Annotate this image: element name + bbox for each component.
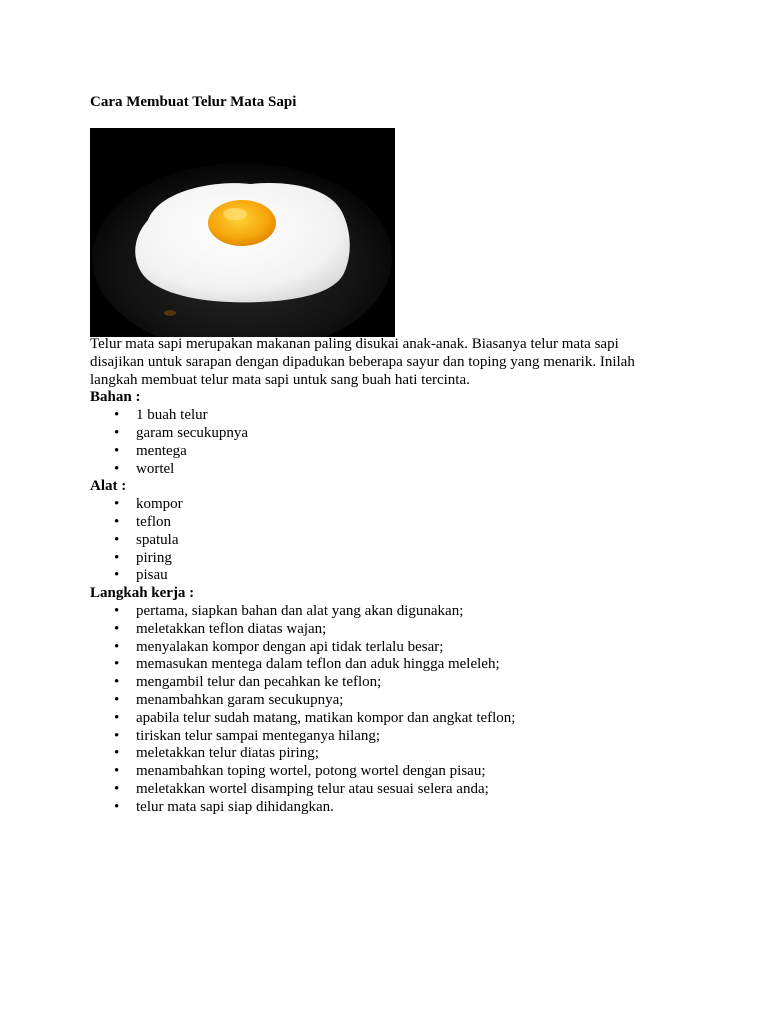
intro-paragraph: Telur mata sapi merupakan makanan paling disukai anak-anak. Biasanya telur mata sapi disajikan untuk sarapan dengan dipadukan beberapa sayur dan toping yang menarik. Inilah langkah membuat telur mata sapi untuk sang buah hati tercinta. — [90, 336, 635, 388]
list-item: • spatula — [136, 532, 650, 550]
page-title: Cara Membuat Telur Mata Sapi — [90, 94, 297, 110]
recipe-content — [90, 336, 650, 817]
list-item: • tiriskan telur sampai menteganya hilang; — [136, 728, 650, 746]
list-item: • apabila telur sudah matang, matikan kompor dan angkat teflon; — [136, 710, 650, 728]
list-item: • garam secukupnya — [136, 425, 650, 443]
list-item: • mengambil telur dan pecahkan ke teflon; — [136, 674, 650, 692]
list-item: • telur mata sapi siap dihidangkan. — [136, 799, 650, 817]
list-item: • meletakkan wortel disamping telur atau sesuai selera anda; — [136, 781, 650, 799]
alat-heading: Alat : — [90, 478, 127, 495]
list-item: • wortel — [136, 461, 650, 479]
list-item: • piring — [136, 550, 650, 568]
list-item: • menambahkan garam secukupnya; — [136, 692, 650, 710]
list-item: • 1 buah telur — [136, 407, 650, 425]
list-item: • meletakkan teflon diatas wajan; — [136, 621, 650, 639]
list-item: • pisau — [136, 567, 650, 585]
list-item: • pertama, siapkan bahan dan alat yang akan digunakan; — [136, 603, 650, 621]
list-item: • teflon — [136, 514, 650, 532]
list-item: • menyalakan kompor dengan api tidak terlalu besar; — [136, 639, 650, 657]
list-item: • memasukan mentega dalam teflon dan aduk hingga meleleh; — [136, 656, 650, 674]
alat-list — [90, 496, 650, 585]
bahan-list — [90, 407, 650, 478]
list-item: • menambahkan toping wortel, potong wortel dengan pisau; — [136, 763, 650, 781]
langkah-heading: Langkah kerja : — [90, 585, 195, 602]
langkah-list — [90, 603, 650, 817]
list-item: • kompor — [136, 496, 650, 514]
list-item: • meletakkan telur diatas piring; — [136, 745, 650, 763]
fried-egg-photo — [90, 128, 395, 337]
bahan-heading: Bahan : — [90, 389, 141, 406]
list-item: • mentega — [136, 443, 650, 461]
